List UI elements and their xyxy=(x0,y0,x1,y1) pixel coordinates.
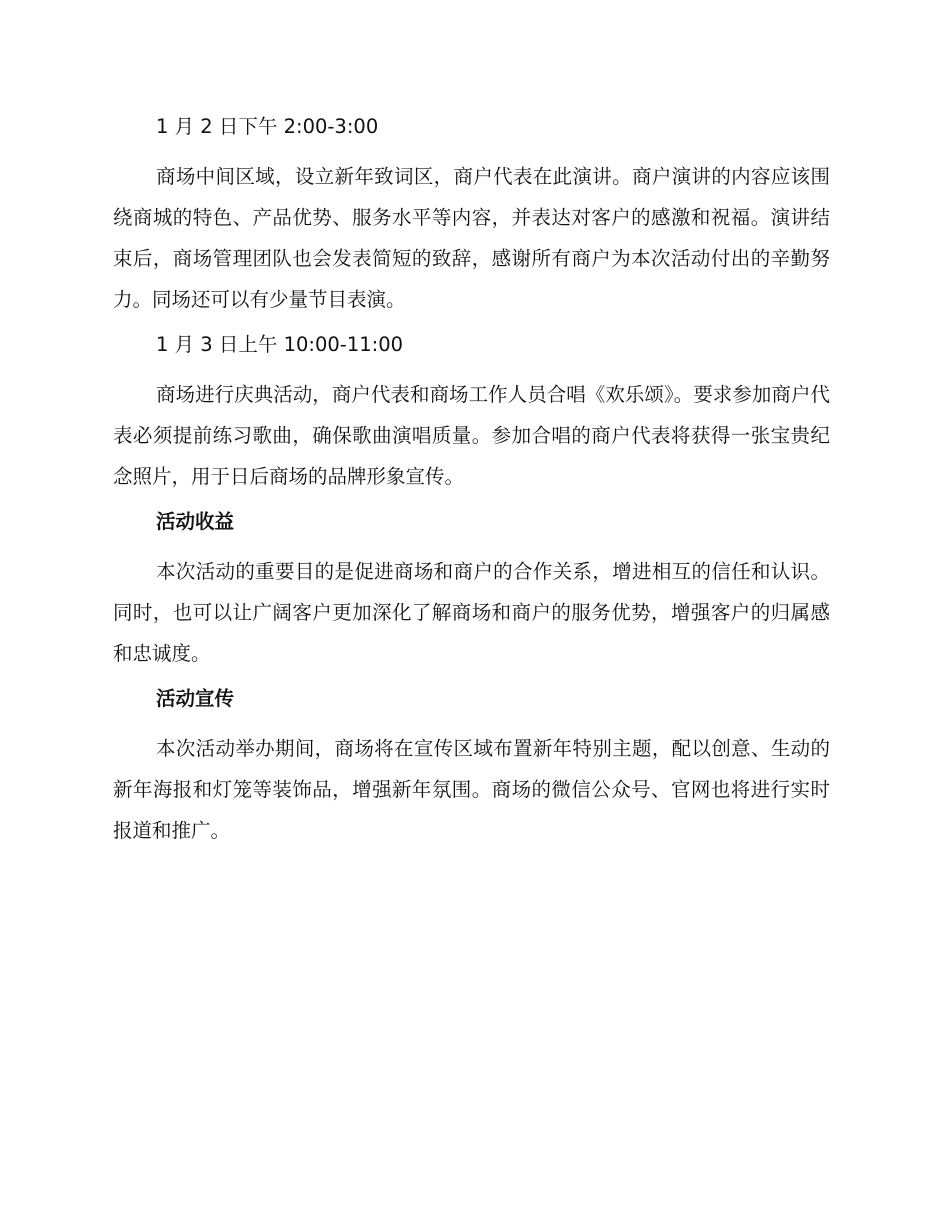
section-body-promotion: 本次活动举办期间，商场将在宣传区域布置新年特别主题，配以创意、生动的新年海报和灯笼等装饰品，增强新年氛围。商场的微信公众号、官网也将进行实时报道和推广。 xyxy=(113,737,830,842)
section-body-jan2: 商场中间区域，设立新年致词区，商户代表在此演讲。商户演讲的内容应该围绕商城的特色、产品优势、服务水平等内容，并表达对客户的感激和祝福。演讲结束后，商场管理团队也会发表简短的致辞，感谢所有商户为本次活动付出的辛勤努力。同场还可以有少量节目表演。 xyxy=(113,165,830,311)
section-heading-jan2: 1 月 2 日下午 2:00-3:00 xyxy=(156,115,379,138)
section-body-jan3: 商场进行庆典活动，商户代表和商场工作人员合唱《欢乐颂》。要求参加商户代表必须提前练习歌曲，确保歌曲演唱质量。参加合唱的商户代表将获得一张宝贵纪念照片，用于日后商场的品牌形象宣传。 xyxy=(113,383,830,488)
section-heading-promotion: 活动宣传 xyxy=(156,687,235,710)
section-heading-benefits: 活动收益 xyxy=(156,510,235,533)
section-heading-jan3: 1 月 3 日上午 10:00-11:00 xyxy=(156,333,404,356)
section-body-benefits: 本次活动的重要目的是促进商场和商户的合作关系，增进相互的信任和认识。同时，也可以让广阔客户更加深化了解商场和商户的服务优势，增强客户的归属感和忠诚度。 xyxy=(113,560,830,665)
document-page xyxy=(113,112,830,851)
